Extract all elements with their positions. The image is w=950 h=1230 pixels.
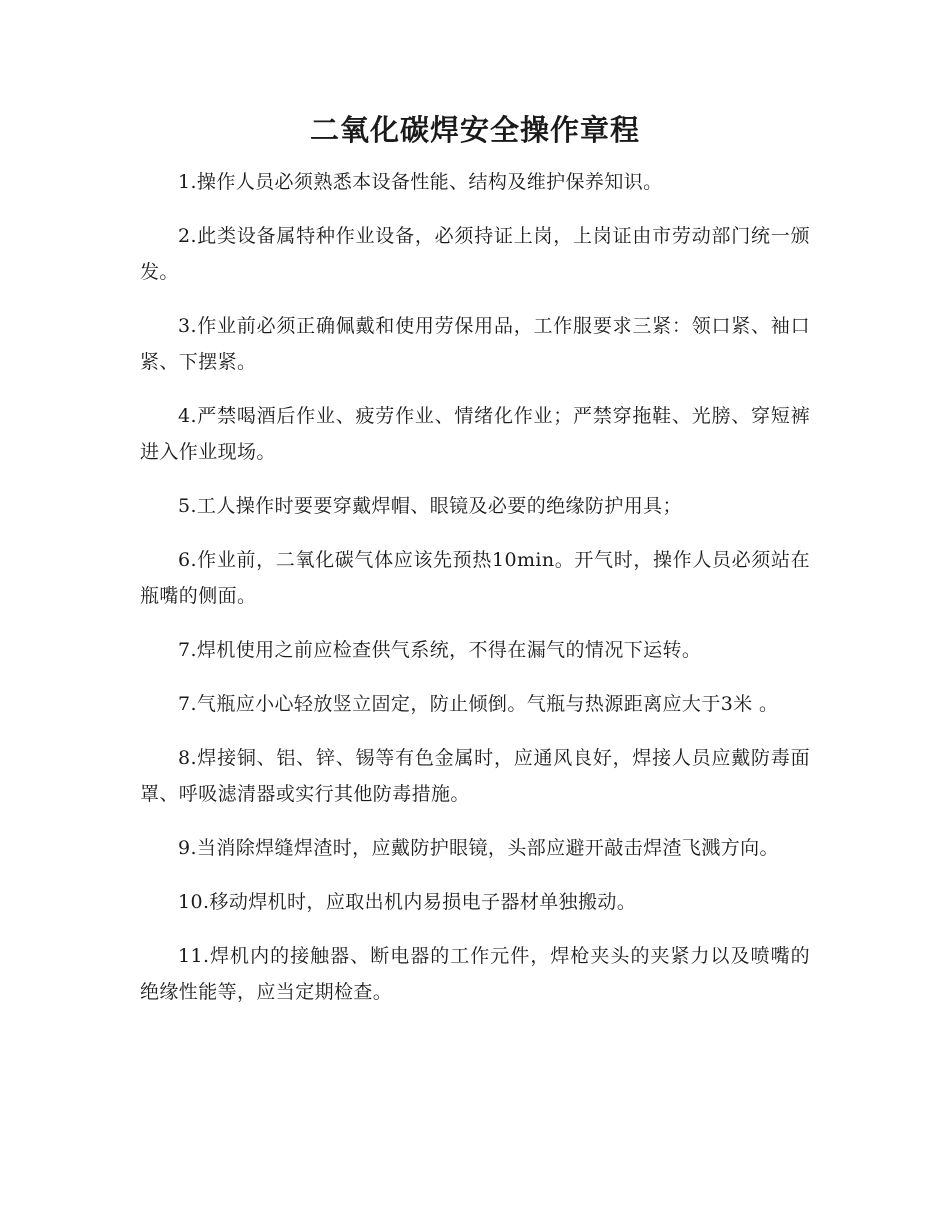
rule-paragraph-7b: 7.气瓶应小心轻放竖立固定，防止倾倒。气瓶与热源距离应大于3米 。 bbox=[178, 693, 779, 715]
rule-paragraph-10: 10.移动焊机时，应取出机内易损电子器材单独搬动。 bbox=[178, 891, 637, 913]
rule-paragraph-5: 5.工人操作时要要穿戴焊帽、眼镜及必要的绝缘防护用具； bbox=[178, 495, 682, 517]
rule-paragraph-4: 4.严禁喝酒后作业、疲劳作业、情绪化作业；严禁穿拖鞋、光膀、穿短裤进入作业现场。 bbox=[140, 405, 810, 463]
rule-paragraph-1: 1.操作人员必须熟悉本设备性能、结构及维护保养知识。 bbox=[178, 171, 663, 193]
rule-paragraph-8: 8.焊接铜、铝、锌、锡等有色金属时，应通风良好，焊接人员应戴防毒面罩、呼吸滤清器或实行其他防毒措施。 bbox=[140, 747, 810, 805]
rule-paragraph-2: 2.此类设备属特种作业设备，必须持证上岗，上岗证由市劳动部门统一颁发。 bbox=[140, 225, 810, 283]
document-title: 二氧化碳焊安全操作章程 bbox=[309, 113, 640, 147]
rule-paragraph-7a: 7.焊机使用之前应检查供气系统，不得在漏气的情况下运转。 bbox=[178, 639, 702, 661]
rule-paragraph-3: 3.作业前必须正确佩戴和使用劳保用品，工作服要求三紧：领口紧、袖口紧、下摆紧。 bbox=[140, 315, 810, 373]
document-body bbox=[140, 164, 810, 1028]
rule-paragraph-6: 6.作业前，二氧化碳气体应该先预热10min。开气时，操作人员必须站在瓶嘴的侧面。 bbox=[140, 549, 810, 607]
rule-paragraph-11: 11.焊机内的接触器、断电器的工作元件，焊枪夹头的夹紧力以及喷嘴的绝缘性能等，应当定期检查。 bbox=[140, 945, 810, 1003]
rule-paragraph-9: 9.当消除焊缝焊渣时，应戴防护眼镜，头部应避开敲击焊渣飞溅方向。 bbox=[178, 837, 779, 859]
